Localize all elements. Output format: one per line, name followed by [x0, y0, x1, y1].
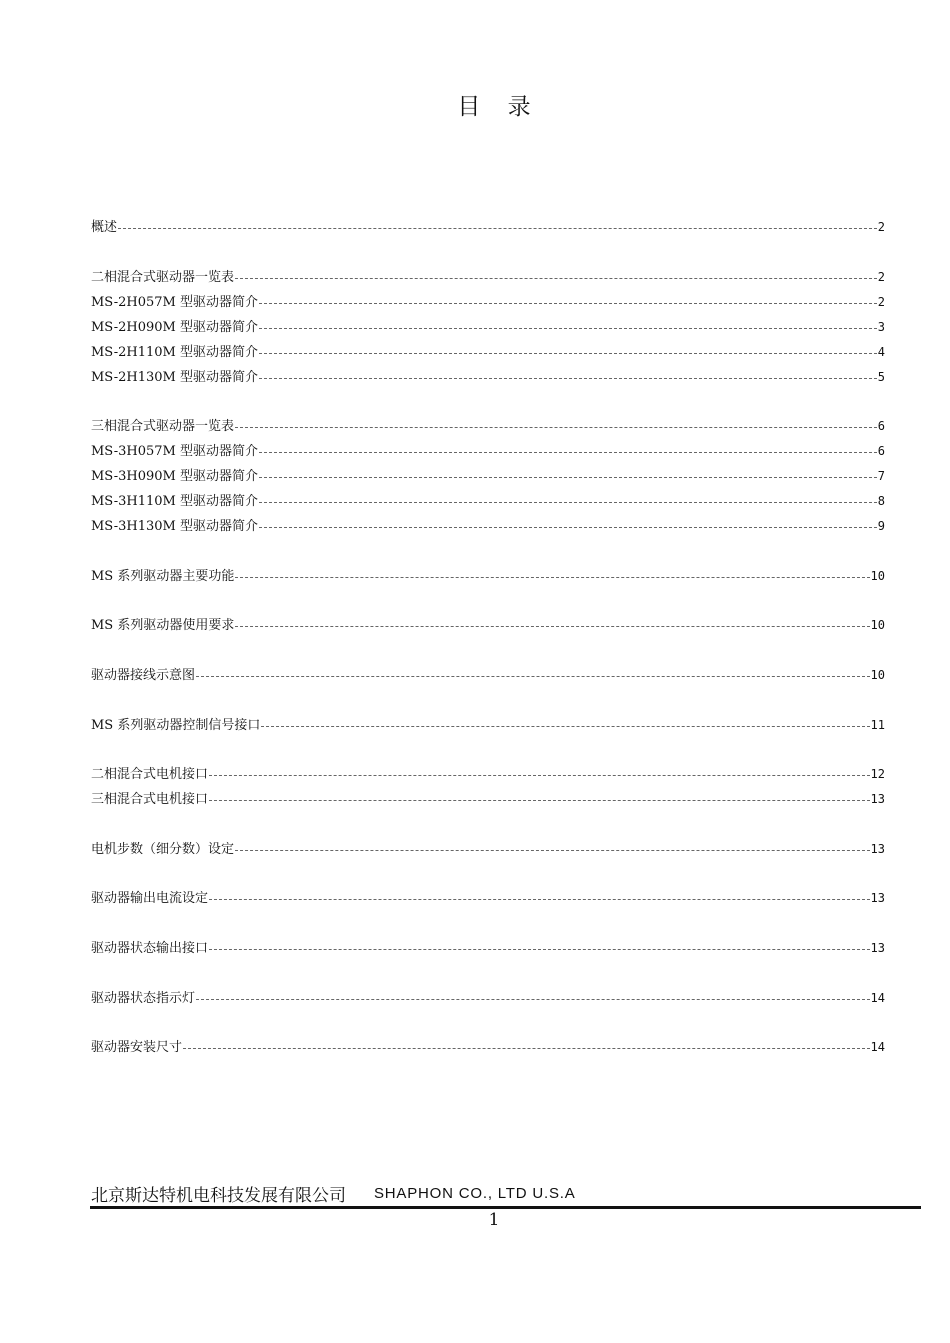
toc-spacer — [91, 1011, 885, 1036]
toc-entry-title: MS 系列驱动器控制信号接口 — [91, 717, 261, 733]
footer — [91, 1181, 921, 1205]
toc-entry-title: MS-3H110M 型驱动器简介 — [91, 494, 258, 510]
toc-spacer — [91, 862, 885, 887]
toc-entry-page: 4 — [877, 344, 885, 359]
toc-spacer — [91, 638, 885, 663]
toc-entry[interactable] — [91, 464, 885, 489]
toc-entry[interactable] — [91, 315, 885, 340]
toc-dot-leader — [118, 228, 877, 229]
toc-dot-leader — [235, 577, 869, 578]
toc-entry[interactable] — [91, 986, 885, 1011]
toc-entry-page: 8 — [877, 494, 885, 509]
toc-entry-page: 13 — [870, 940, 885, 955]
toc-entry-title: 驱动器状态输出接口 — [91, 940, 209, 956]
toc-dot-leader — [261, 726, 869, 727]
toc-dot-leader — [259, 378, 877, 379]
company-name-english: SHAPHON CO., LTD U.S.A — [374, 1184, 576, 1202]
toc-entry-page: 13 — [870, 841, 885, 856]
toc-entry-page: 11 — [870, 717, 885, 732]
toc-entry-page: 3 — [877, 319, 885, 334]
toc-entry[interactable] — [91, 265, 885, 290]
toc-dot-leader — [183, 1048, 870, 1049]
toc-entry[interactable] — [91, 439, 885, 464]
toc-entry[interactable] — [91, 514, 885, 539]
toc-spacer — [91, 911, 885, 936]
toc-entry[interactable] — [91, 215, 885, 240]
toc-dot-leader — [259, 353, 877, 354]
toc-entry-title: MS 系列驱动器主要功能 — [91, 568, 235, 584]
toc-entry-page: 13 — [870, 891, 885, 906]
toc-entry-page: 10 — [870, 568, 885, 583]
toc-entry[interactable] — [91, 936, 885, 961]
toc-entry-title: 三相混合式电机接口 — [91, 792, 209, 808]
toc-entry[interactable] — [91, 762, 885, 787]
toc-entry-page: 5 — [877, 369, 885, 384]
toc-entry[interactable] — [91, 564, 885, 589]
toc-entry-page: 6 — [877, 419, 885, 434]
toc-entry-title: MS-2H090M 型驱动器简介 — [91, 319, 258, 335]
toc-entry-title: MS-2H057M 型驱动器简介 — [91, 294, 258, 310]
toc-entry[interactable] — [91, 489, 885, 514]
footer-divider — [90, 1206, 921, 1209]
toc-dot-leader — [235, 427, 877, 428]
toc-entry[interactable] — [91, 713, 885, 738]
toc-entry-page: 10 — [870, 667, 885, 682]
toc-entry-page: 14 — [870, 990, 885, 1005]
toc-entry-title: 二相混合式驱动器一览表 — [91, 269, 235, 285]
toc-dot-leader — [235, 850, 870, 851]
toc-entry-page: 2 — [877, 294, 885, 309]
toc-entry-title: MS-2H110M 型驱动器简介 — [91, 344, 258, 360]
toc-dot-leader — [209, 775, 870, 776]
toc-dot-leader — [259, 328, 877, 329]
toc-entry-title: MS-3H130M 型驱动器简介 — [91, 519, 258, 535]
toc-entry[interactable] — [91, 1035, 885, 1060]
toc-entry-title: MS-3H057M 型驱动器简介 — [91, 444, 258, 460]
toc-entry-page: 13 — [870, 792, 885, 807]
toc-entry[interactable] — [91, 290, 885, 315]
toc-entry-page: 12 — [870, 767, 885, 782]
toc-dot-leader — [196, 999, 870, 1000]
toc-entry-page: 6 — [877, 444, 885, 459]
toc-spacer — [91, 390, 885, 415]
toc-entry-page: 2 — [877, 269, 885, 284]
toc-entry-page: 7 — [877, 469, 885, 484]
toc-spacer — [91, 738, 885, 763]
toc-entry-title: 电机步数（细分数）设定 — [91, 841, 235, 857]
toc-dot-leader — [259, 452, 877, 453]
toc-entry[interactable] — [91, 787, 885, 812]
toc-dot-leader — [209, 800, 870, 801]
toc-entry-page: 10 — [870, 618, 885, 633]
toc-dot-leader — [259, 477, 877, 478]
toc-entry-title: 二相混合式电机接口 — [91, 767, 209, 783]
toc-entry[interactable] — [91, 365, 885, 390]
toc-entry[interactable] — [91, 613, 885, 638]
toc-entry-title: 驱动器安装尺寸 — [91, 1040, 183, 1056]
toc-entry-title: MS-2H130M 型驱动器简介 — [91, 369, 258, 385]
toc-dot-leader — [209, 949, 870, 950]
toc-entry-page: 9 — [877, 519, 885, 534]
company-name-chinese: 北京斯达特机电科技发展有限公司 — [91, 1185, 346, 1206]
toc-entry-page: 2 — [877, 220, 885, 234]
toc-spacer — [91, 589, 885, 614]
toc-entry-title: 驱动器接线示意图 — [91, 667, 196, 683]
toc-entry-page: 14 — [870, 1040, 885, 1055]
toc-entry-title: MS-3H090M 型驱动器简介 — [91, 469, 258, 485]
toc-spacer — [91, 688, 885, 713]
toc-entry-title: 三相混合式驱动器一览表 — [91, 419, 235, 435]
toc-dot-leader — [259, 527, 877, 528]
toc-entry-title: 驱动器状态指示灯 — [91, 990, 196, 1006]
toc-dot-leader — [259, 303, 877, 304]
toc-entry[interactable] — [91, 414, 885, 439]
toc-dot-leader — [235, 626, 869, 627]
toc-spacer — [91, 812, 885, 837]
toc-spacer — [91, 539, 885, 564]
toc-dot-leader — [209, 899, 870, 900]
page-title: 目 录 — [457, 94, 541, 120]
toc-dot-leader — [259, 502, 877, 503]
toc-entry-title: 概述 — [91, 220, 118, 235]
toc-entry[interactable] — [91, 886, 885, 911]
toc-entry-title: 驱动器输出电流设定 — [91, 891, 209, 907]
toc-dot-leader — [235, 278, 877, 279]
page-number: 1 — [488, 1210, 500, 1230]
toc-spacer — [91, 961, 885, 986]
table-of-contents — [91, 215, 885, 1060]
toc-entry[interactable] — [91, 663, 885, 688]
toc-entry[interactable] — [91, 837, 885, 862]
toc-entry[interactable] — [91, 340, 885, 365]
toc-dot-leader — [196, 676, 870, 677]
toc-entry-title: MS 系列驱动器使用要求 — [91, 618, 235, 634]
toc-spacer — [91, 240, 885, 265]
